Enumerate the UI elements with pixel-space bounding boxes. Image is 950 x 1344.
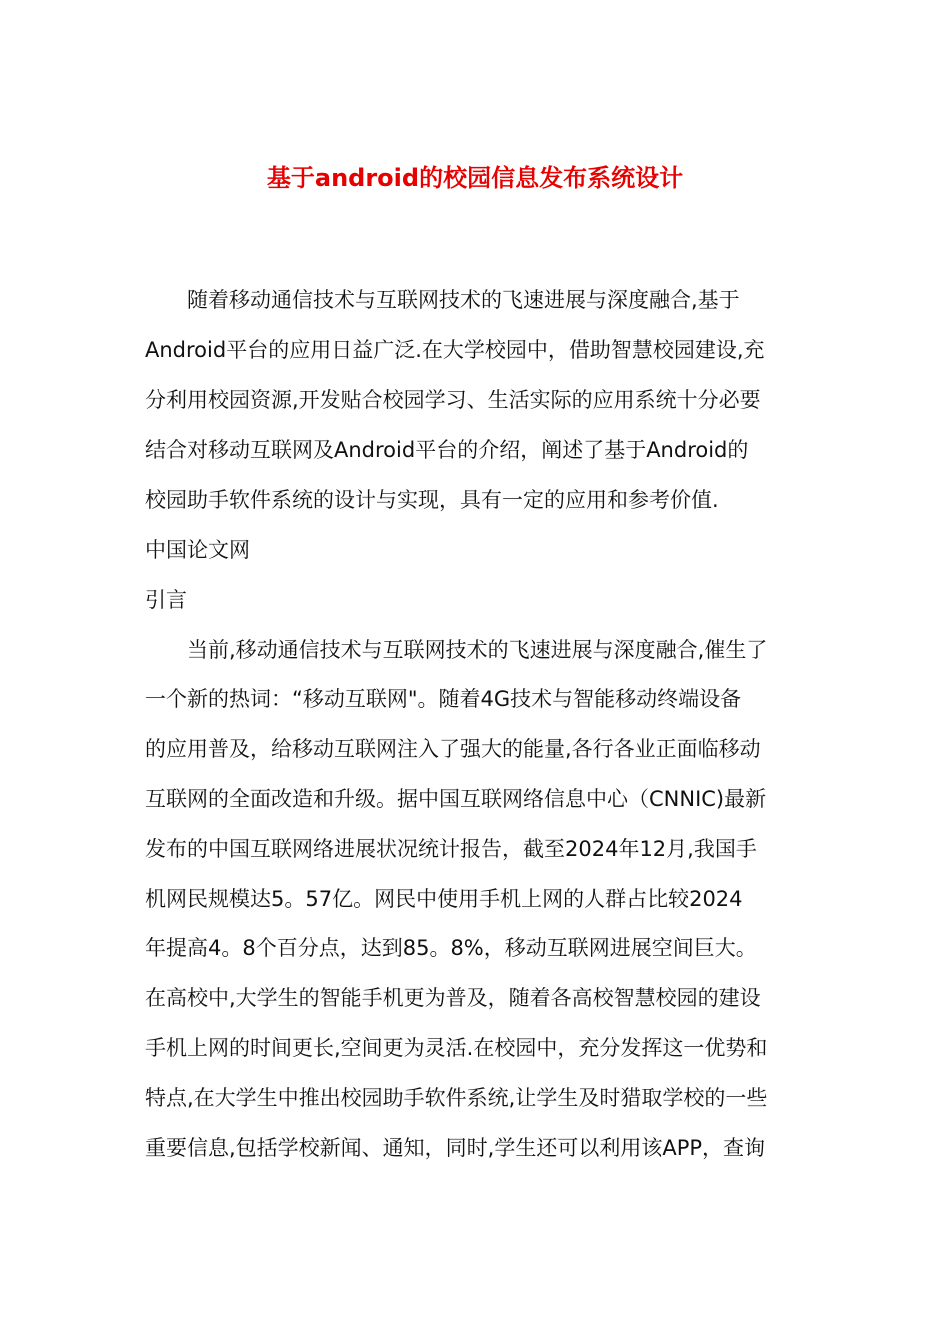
paragraph-line: Android平台的应用日益广泛.在大学校园中，借助智慧校园建设,充 — [145, 338, 765, 362]
paragraph-line: 分利用校园资源,开发贴合校园学习、生活实际的应用系统十分必要 — [145, 388, 761, 412]
paragraph-line: 发布的中国互联网络进展状况统计报告，截至2024年12月,我国手 — [145, 837, 757, 861]
section-heading: 引言 — [145, 588, 187, 612]
paragraph-line: 一个新的热词：“移动互联网"。随着4G技术与智能移动终端设备 — [145, 687, 742, 711]
paragraph-line: 特点,在大学生中推出校园助手软件系统,让学生及时猎取学校的一些 — [145, 1086, 768, 1110]
paragraph-line: 校园助手软件系统的设计与实现，具有一定的应用和参考价值. — [145, 488, 719, 512]
paragraph-line: 手机上网的时间更长,空间更为灵活.在校园中，充分发挥这一优势和 — [145, 1036, 768, 1060]
paragraph-line: 当前,移动通信技术与互联网技术的飞速进展与深度融合,催生了 — [187, 638, 768, 662]
paragraph-line: 随着移动通信技术与互联网技术的飞速进展与深度融合,基于 — [187, 288, 740, 312]
paragraph-line: 结合对移动互联网及Android平台的介绍，阐述了基于Android的 — [145, 438, 749, 462]
paragraph-line: 重要信息,包括学校新闻、通知，同时,学生还可以利用该APP，查询 — [145, 1136, 766, 1160]
paragraph-line: 机网民规模达5。57亿。网民中使用手机上网的人群占比较2024 — [145, 887, 743, 911]
paragraph-line: 年提高4。8个百分点，达到85。8%，移动互联网进展空间巨大。 — [145, 936, 757, 960]
source-label: 中国论文网 — [145, 538, 250, 562]
paragraph-line: 互联网的全面改造和升级。据中国互联网络信息中心（CNNIC)最新 — [145, 787, 767, 811]
document-title: 基于android的校园信息发布系统设计 — [266, 164, 684, 192]
paragraph-line: 在高校中,大学生的智能手机更为普及，随着各高校智慧校园的建设 — [145, 986, 761, 1010]
paragraph-line: 的应用普及，给移动互联网注入了强大的能量,各行各业正面临移动 — [145, 737, 761, 761]
